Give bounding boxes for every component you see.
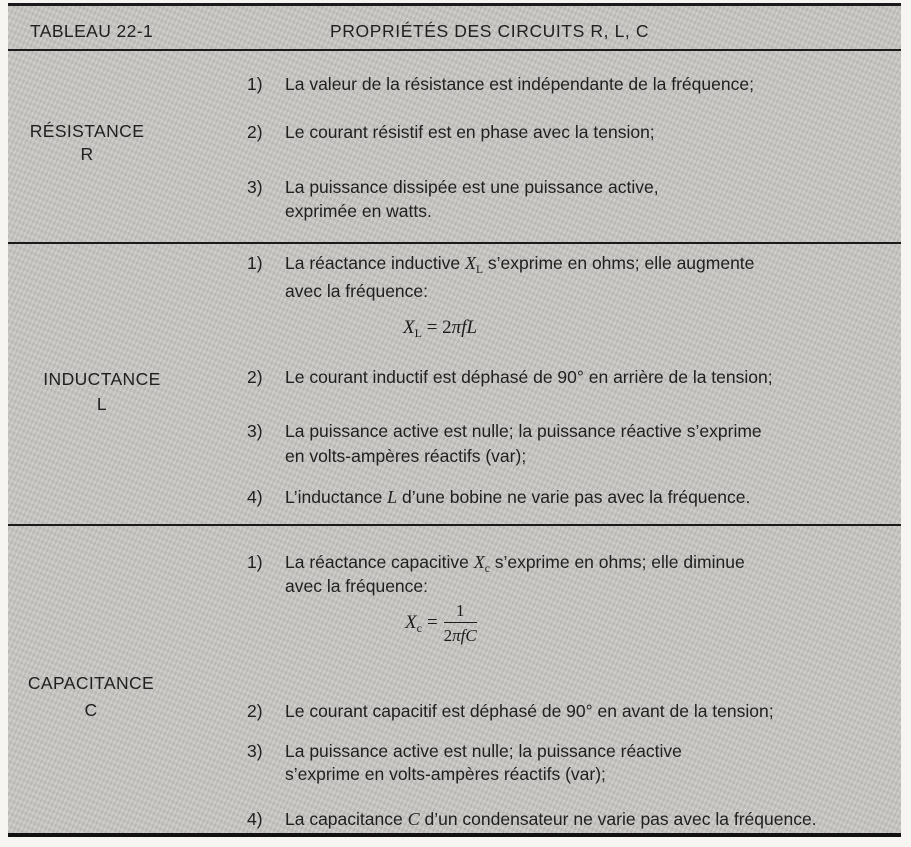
fraction-numerator: 1 [444,602,477,623]
rule-after-resistance [8,242,901,244]
item-number: 4) [247,487,263,507]
formula-capacitive-reactance [405,602,477,644]
rule-bottom [8,833,901,837]
item-number: 1) [247,74,263,94]
item-text: La réactance capacitive [285,552,474,572]
formula-equals: = [421,317,443,338]
inductance-item-2 [247,366,887,388]
item-text: Le courant résistif est en phase avec la tension; [285,122,655,142]
row-label-capacitance: CAPACITANCE [27,673,155,693]
formula-fraction [444,602,477,644]
formula-coefficient: 2 [442,317,452,338]
fraction-denominator [444,623,477,644]
item-number: 2) [247,701,263,721]
row-symbol-resistance: R [80,144,94,164]
capacitance-item-3 [247,740,887,762]
math-sub-l: L [475,264,484,276]
item-number: 3) [247,177,263,197]
item-text: s’exprime en ohms; elle augmente [483,253,755,273]
item-text: avec la fréquence: [285,281,429,301]
item-text: exprimée en watts. [285,201,432,221]
item-text: L’inductance [285,487,388,507]
table-title: PROPRIÉTÉS DES CIRCUITS R, L, C [330,21,650,41]
rule-top [8,3,901,6]
capacitance-item-4 [247,808,887,830]
item-number: 1) [247,552,263,572]
item-text: d’un condensateur ne varie pas avec la fréquence. [419,809,817,829]
item-text: La puissance active est nulle; la puissance réactive [285,741,682,761]
inductance-item-1 [247,252,887,274]
inductance-item-3 [247,420,887,442]
item-text: La capacitance [285,809,408,829]
item-number: 3) [247,741,263,761]
item-text: d’une bobine ne varie pas avec la fréquence. [397,487,751,507]
formula-inductive-reactance [403,317,477,339]
inductance-item-3-line2 [285,445,911,467]
denominator-coefficient: 2 [443,626,453,645]
resistance-item-3 [247,176,887,198]
row-symbol-inductance: L [96,394,108,414]
table-number-label: TABLEAU 22-1 [30,21,154,41]
rule-after-inductance [8,524,901,526]
math-var-c: C [407,809,420,829]
formula-lhs-sub: L [414,326,422,340]
formula-equals: = [426,612,438,633]
item-text: Le courant inductif est déphasé de 90° en arrière de la tension; [285,367,773,387]
capacitance-item-2 [247,700,887,722]
row-label-inductance: INDUCTANCE [43,369,161,389]
item-text: La réactance inductive [285,253,465,273]
item-text: La puissance active est nulle; la puissance réactive s’exprime [285,421,762,441]
item-text: en volts-ampères réactifs (var); [285,446,527,466]
row-symbol-capacitance: C [84,700,98,720]
item-number: 3) [247,421,263,441]
item-text: Le courant capacitif est déphasé de 90° en avant de la tension; [285,701,774,721]
formula-lhs: X [403,317,415,338]
item-text: La puissance dissipée est une puissance active, [285,177,659,197]
denominator-body: πfC [452,626,477,645]
item-number: 2) [247,367,263,387]
resistance-item-3-line2 [285,200,911,222]
capacitance-item-3-line2 [285,763,911,785]
capacitance-item-1 [247,551,887,573]
item-number: 2) [247,122,263,142]
row-label-resistance: RÉSISTANCE [29,121,145,141]
item-text: avec la fréquence: [285,576,429,596]
item-text: La valeur de la résistance est indépendante de la fréquence; [285,74,754,94]
item-number: 1) [247,253,263,273]
math-var-xc: X [473,552,485,572]
formula-lhs-sub: c [416,621,422,635]
rule-below-header [8,49,901,51]
math-sub-c: c [484,563,490,575]
formula-lhs-group [405,612,422,634]
formula-lhs: X [405,612,417,633]
item-number: 4) [247,809,263,829]
inductance-item-1-line2 [285,280,911,302]
formula-body: πfL [451,317,478,338]
item-text: s’exprime en ohms; elle diminue [489,552,745,572]
resistance-item-2 [247,121,887,143]
inductance-item-4 [247,486,887,508]
resistance-item-1 [247,73,887,95]
capacitance-item-1-line2 [285,575,911,597]
math-var-l: L [387,487,398,507]
math-var-xl: X [464,253,476,273]
item-text: s’exprime en volts-ampères réactifs (var); [285,764,606,784]
